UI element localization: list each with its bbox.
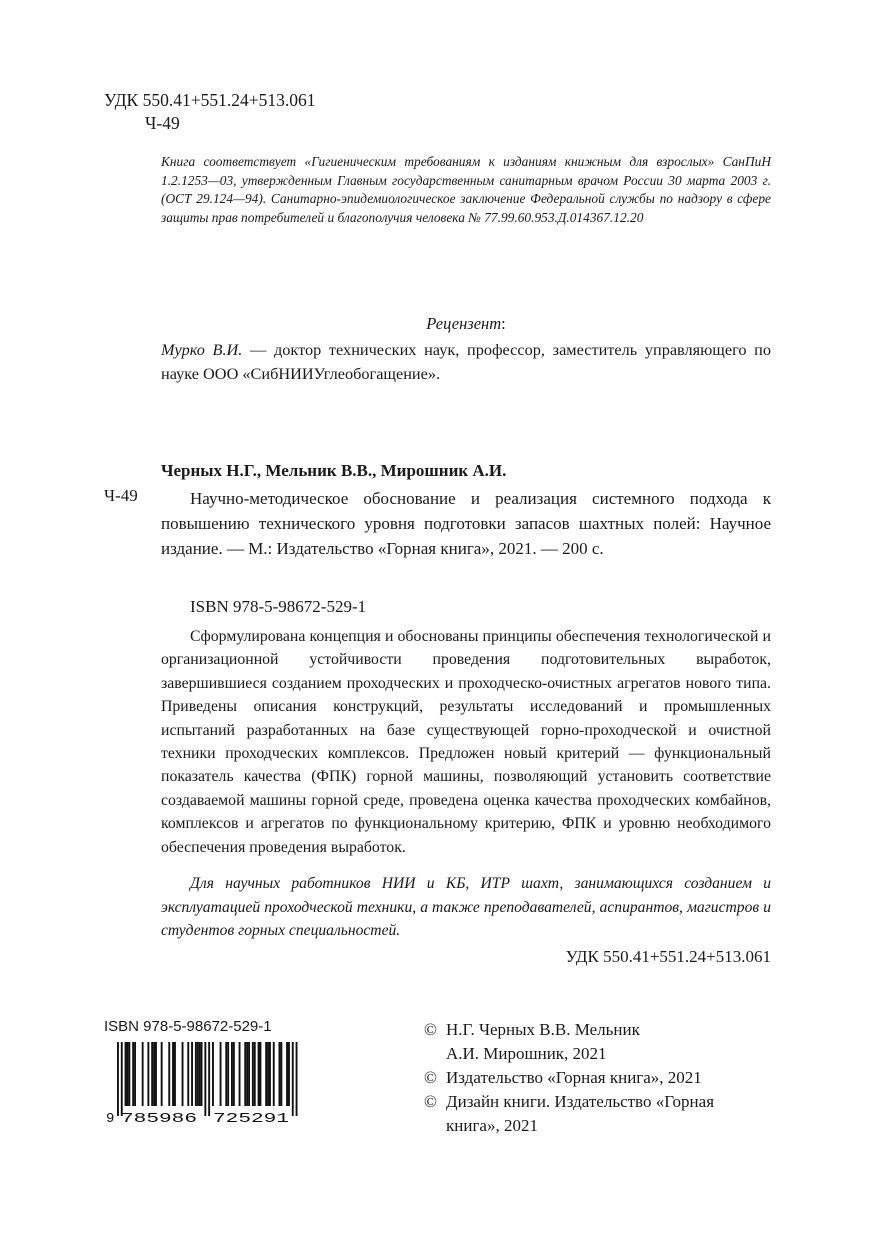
udk-code: УДК 550.41+551.24+513.061 xyxy=(104,90,316,110)
barcode-bar xyxy=(208,1042,210,1116)
copyright-authors-line1: Н.Г. Черных В.В. Мельник xyxy=(446,1020,640,1039)
barcode-bar xyxy=(279,1042,281,1106)
barcode-bar xyxy=(172,1042,174,1106)
barcode-bar xyxy=(233,1042,235,1106)
reviewer-label: Рецензент xyxy=(426,314,502,333)
barcode-bar xyxy=(121,1042,123,1116)
barcode-isbn-label: ISBN 978-5-98672-529-1 xyxy=(104,1018,272,1035)
barcode-bar xyxy=(195,1042,197,1106)
catalog-audience: Для научных работников НИИ и КБ, ИТР шахт, занимающихся созданием и эксплуатацией проходческой техники, а также преподавателей, аспирантов, магистров и студентов горных специальностей. xyxy=(161,875,771,939)
barcode-bar xyxy=(204,1042,206,1116)
barcode-bar xyxy=(127,1042,129,1106)
barcode-bar xyxy=(231,1042,233,1106)
copyright-design-line1: Дизайн книги. Издательство «Горная xyxy=(446,1092,715,1111)
copyright-icon: © xyxy=(424,1068,437,1087)
copyright-authors xyxy=(424,1018,774,1042)
barcode-bar xyxy=(201,1042,203,1106)
catalog-udk: УДК 550.41+551.24+513.061 xyxy=(565,947,771,966)
reviewer-heading xyxy=(161,314,771,334)
barcode-bar xyxy=(125,1042,127,1106)
barcode-bar xyxy=(212,1042,214,1106)
hygiene-note: Книга соответствует «Гигиеническим требованиям к изданиям книжным для взрослых» СанПиН 1.2.1253—03, утвержденным Главным государственным санитарным врачом России 30 марта 2003 г. (ОСТ 29.124—94). Санитарно-эпидемиологическое заключение Федеральной службы по надзору в сфере защиты прав потребителей и благополучия человека № 77.99.60.953.Д.014367.12.20 xyxy=(161,154,771,225)
copyright-publisher-text: Издательство «Горная книга», 2021 xyxy=(446,1068,702,1087)
barcode-bar xyxy=(244,1042,246,1106)
barcode-bar xyxy=(227,1042,229,1106)
barcode-bar xyxy=(168,1042,170,1106)
barcode-bar xyxy=(260,1042,262,1106)
barcode-bar xyxy=(296,1042,298,1116)
udk-header xyxy=(104,89,315,135)
barcode-bar xyxy=(248,1042,250,1106)
barcode-bar xyxy=(197,1042,199,1106)
barcode-first-digit: 9 xyxy=(106,1111,115,1126)
barcode-bar xyxy=(153,1042,155,1106)
barcode-bar xyxy=(254,1042,256,1106)
barcode-bar xyxy=(239,1042,241,1106)
barcode-bar xyxy=(265,1042,267,1106)
copyright-publisher xyxy=(424,1066,774,1090)
catalog-author-mark: Ч-49 xyxy=(104,486,138,505)
barcode-bar xyxy=(161,1042,163,1106)
barcode-bar xyxy=(199,1042,201,1106)
catalog-authors: Черных Н.Г., Мельник В.В., Мирошник А.И. xyxy=(161,461,507,480)
isbn-barcode xyxy=(104,1042,304,1126)
barcode-bar xyxy=(128,1042,130,1106)
barcode-bar xyxy=(252,1042,254,1106)
catalog-isbn: ISBN 978-5-98672-529-1 xyxy=(190,597,367,616)
copyright-authors-line2: А.И. Мирошник, 2021 xyxy=(446,1044,607,1063)
barcode-bar xyxy=(258,1042,260,1106)
barcode-bar xyxy=(134,1042,136,1106)
barcode-bar xyxy=(286,1042,288,1106)
copyright-design xyxy=(424,1090,774,1114)
barcode-bar xyxy=(147,1042,149,1106)
barcode-bar xyxy=(117,1042,119,1116)
barcode-bar xyxy=(151,1042,153,1106)
barcode-left-digits: 785986 xyxy=(121,1111,197,1126)
copyright-icon: © xyxy=(424,1092,437,1111)
barcode-bar xyxy=(225,1042,227,1106)
barcode-bar xyxy=(288,1042,290,1106)
barcode-bar xyxy=(220,1042,222,1106)
barcode-bar xyxy=(280,1042,282,1106)
barcode-right-digits: 725291 xyxy=(213,1111,289,1126)
barcode-bar xyxy=(174,1042,176,1106)
copyright-design-line2: книга», 2021 xyxy=(446,1116,538,1135)
barcode-bar xyxy=(187,1042,189,1106)
reviewer-label-colon: : xyxy=(501,314,506,333)
barcode-bar xyxy=(246,1042,248,1106)
catalog-description: Научно-методическое обоснование и реализация системного подхода к повышению технического уровня подготовки запасов шахтных полей: Научное издание. — М.: Издательство «Горная книга», 2021. — 200 с. xyxy=(161,489,771,558)
barcode-bar xyxy=(273,1042,275,1106)
reviewer-description: — доктор технических наук, профессор, заместитель управляющего по науке ООО «СибНИИУглеобогащение». xyxy=(161,340,771,383)
barcode-bar xyxy=(182,1042,184,1106)
barcode-bar xyxy=(132,1042,134,1106)
barcode-bar xyxy=(191,1042,193,1106)
barcode-bar xyxy=(292,1042,294,1116)
barcode-bar xyxy=(155,1042,157,1106)
copyright-block xyxy=(424,1018,774,1138)
barcode-bar xyxy=(267,1042,269,1106)
copyright-icon: © xyxy=(424,1020,437,1039)
author-mark: Ч-49 xyxy=(145,113,180,133)
barcode-bar xyxy=(269,1042,271,1106)
reviewer-info xyxy=(161,338,771,385)
barcode-bar xyxy=(142,1042,144,1106)
catalog-abstract: Сформулирована концепция и обоснованы принципы обеспечения технологической и организационной устойчивости проведения подготовительных выработок, завершившиеся созданием проходческих и проходческо-очистных агрегатов нового типа. Приведены описания конструкций, результаты исследований и промышленных испытаний разработанных на базе существующей горно-проходческой и очистной техники проходческих комплексов. Предложен новый критерий — функциональный показатель качества (ФПК) горной машины, позволяющий установить соответствие создаваемой машины горной среде, проведена оценка качества проходческих комбайнов, комплексов и агрегатов по функциональному критерию, ФПК и уровню необходимого обеспечения проведения выработок. xyxy=(161,628,771,856)
barcode-bars xyxy=(117,1042,298,1116)
reviewer-name: Мурко В.И. xyxy=(161,340,243,359)
